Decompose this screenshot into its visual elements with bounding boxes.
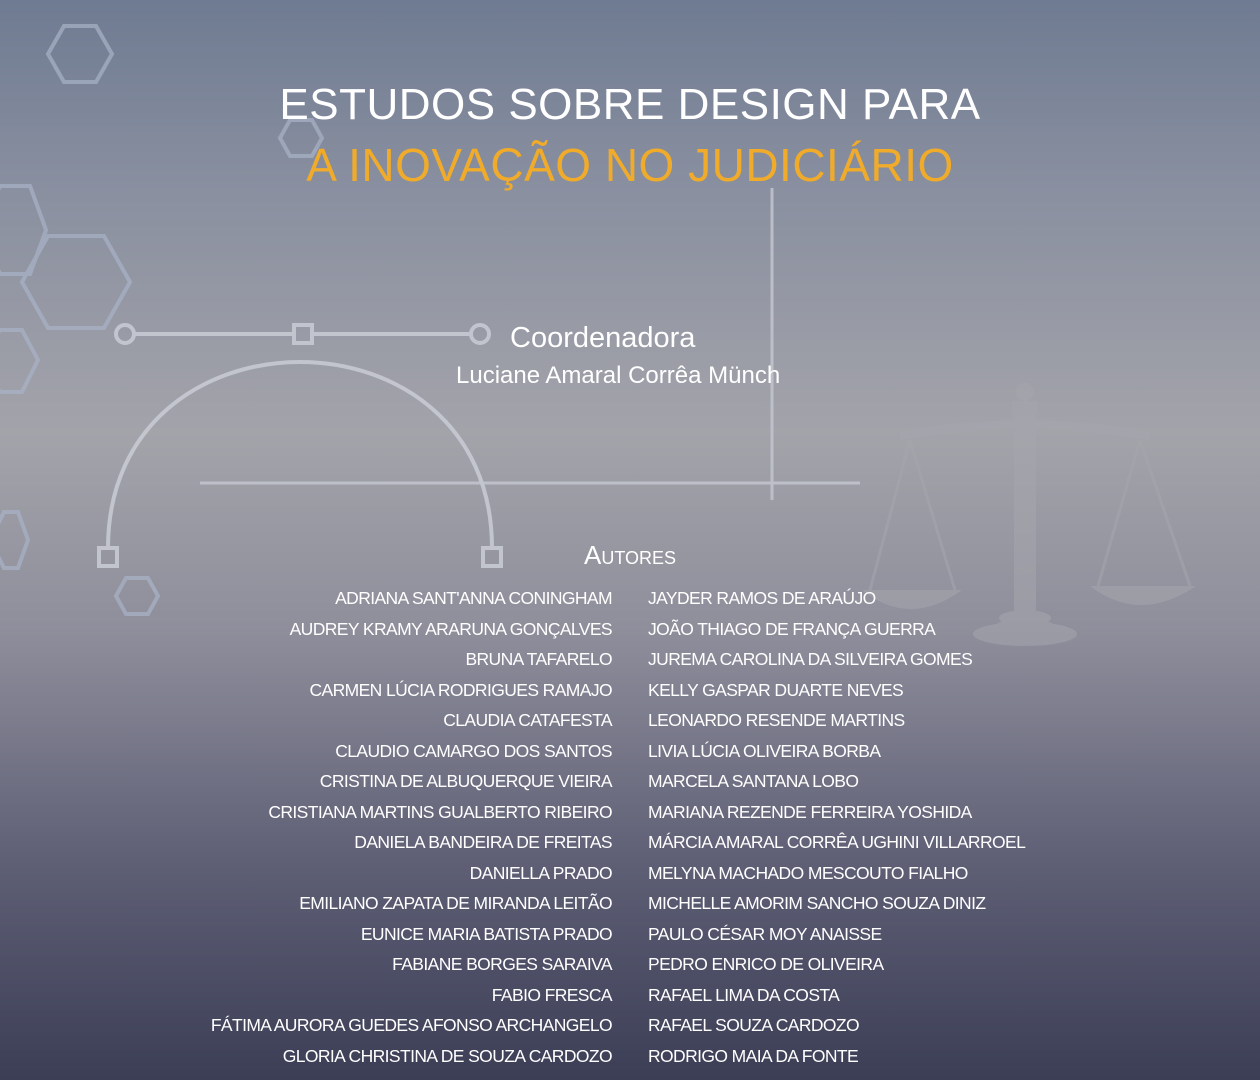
author-name: KELLY GASPAR DUARTE NEVES [648,679,904,700]
author-name: EUNICE MARIA BATISTA PRADO [360,923,612,944]
author-name: MICHELLE AMORIM SANCHO SOUZA DINIZ [648,893,986,913]
bezier-curve-icon [99,325,501,566]
author-name: MELYNA MACHADO MESCOUTO FIALHO [648,862,968,883]
author-name: ADRIANA SANT'ANNA CONINGHAM [335,588,612,608]
author-name: CRISTINA DE ALBUQUERQUE VIEIRA [319,771,612,791]
coordinator-label: Coordenadora [510,322,696,354]
authors-list-left [150,583,612,1071]
author-name: LEONARDO RESENDE MARTINS [648,710,905,730]
author-name: JAYDER RAMOS DE ARAÚJO [648,588,876,608]
authors-list-right [648,583,1088,1071]
author-name: AUDREY KRAMY ARARUNA GONÇALVES [289,618,612,639]
author-name: RAFAEL SOUZA CARDOZO [648,1015,860,1035]
author-name: FABIO FRESCA [491,984,612,1005]
author-name: JUREMA CAROLINA DA SILVEIRA GOMES [648,649,973,669]
author-name: RAFAEL LIMA DA COSTA [648,984,840,1005]
author-name: GLORIA CHRISTINA DE SOUZA CARDOZO [282,1045,612,1066]
author-name: JOÃO THIAGO DE FRANÇA GUERRA [648,618,936,639]
author-name: PEDRO ENRICO DE OLIVEIRA [648,954,884,974]
author-name: MARIANA REZENDE FERREIRA YOSHIDA [648,801,972,822]
title-line-2: A INOVAÇÃO NO JUDICIÁRIO [306,139,954,191]
author-name: RODRIGO MAIA DA FONTE [648,1045,859,1066]
authors-heading: Autores [583,540,677,570]
coordinator-name: Luciane Amaral Corrêa Münch [456,362,781,389]
author-name: LIVIA LÚCIA OLIVEIRA BORBA [648,740,881,761]
author-name: FABIANE BORGES SARAIVA [392,954,612,974]
author-name: CARMEN LÚCIA RODRIGUES RAMAJO [309,679,612,700]
title-line-1: ESTUDOS SOBRE DESIGN PARA [279,80,981,129]
author-name: BRUNA TAFARELO [465,649,612,669]
author-name: PAULO CÉSAR MOY ANAISSE [648,923,882,944]
author-name: CRISTIANA MARTINS GUALBERTO RIBEIRO [268,801,612,822]
author-name: DANIELA BANDEIRA DE FREITAS [354,832,612,852]
author-name: CLAUDIO CAMARGO DOS SANTOS [335,740,612,761]
author-name: MÁRCIA AMARAL CORRÊA UGHINI VILLARROEL [648,832,1026,852]
author-name: FÁTIMA AURORA GUEDES AFONSO ARCHANGELO [210,1015,612,1035]
author-name: DANIELLA PRADO [469,862,612,883]
author-name: CLAUDIA CATAFESTA [443,710,612,730]
author-name: EMILIANO ZAPATA DE MIRANDA LEITÃO [299,893,612,913]
author-name: MARCELA SANTANA LOBO [648,771,859,791]
